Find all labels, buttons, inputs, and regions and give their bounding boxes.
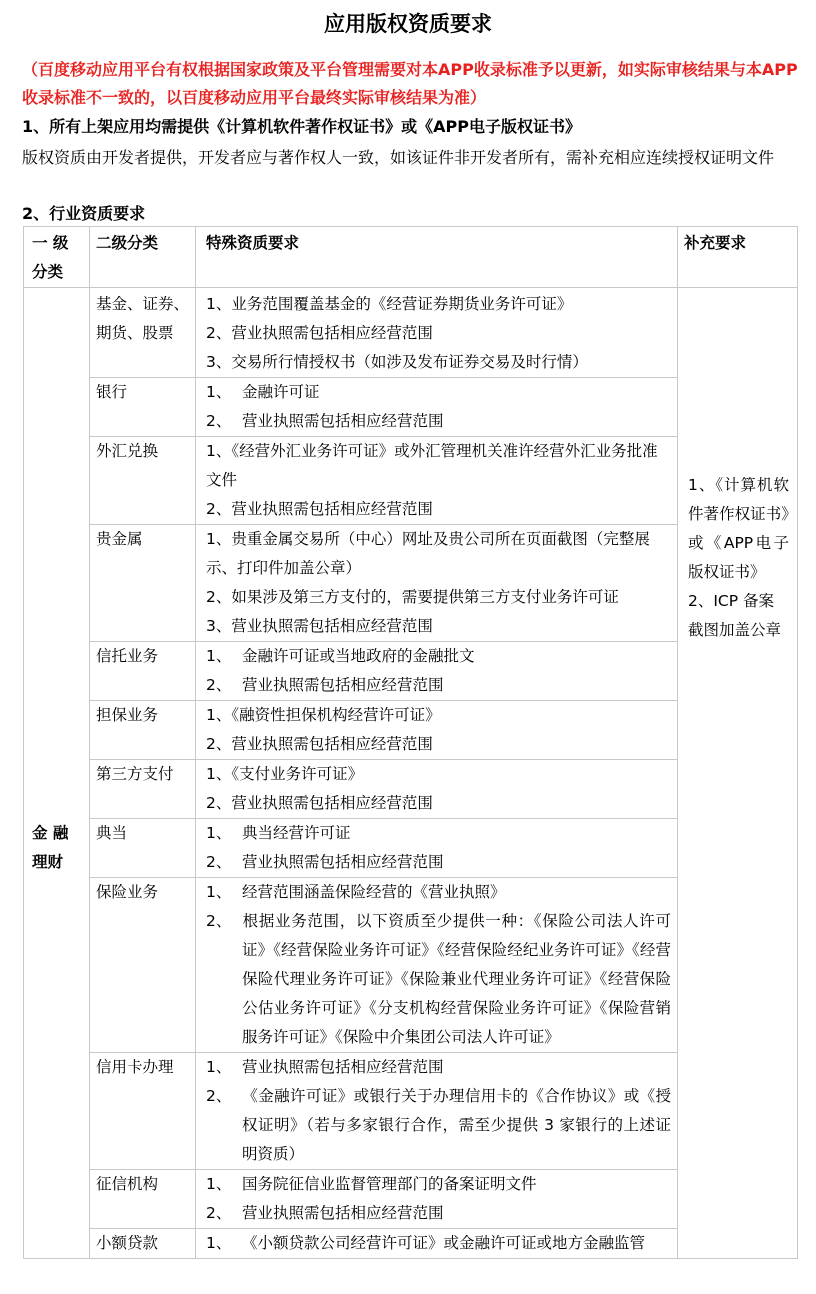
header-level1: 一 级 分类 [24, 227, 90, 288]
section1-body: 版权资质由开发者提供，开发者应与著作权人一致，如该证件非开发者所有，需补充相应连续授权证明文件 [22, 148, 775, 167]
requirements-cell [196, 760, 678, 819]
level2-category: 外汇兑换 [90, 437, 196, 525]
page-title: 应用版权资质要求 [324, 12, 492, 36]
requirement-item: 1、《经营外汇业务许可证》或外汇管理机关准许经营外汇业务批准文件 [206, 442, 658, 489]
requirement-item: 3、交易所行情授权书（如涉及发布证券交易及时行情） [206, 353, 588, 371]
requirements-cell [196, 642, 678, 701]
level2-category: 贵金属 [90, 525, 196, 642]
section2-heading: 2、行业资质要求 [22, 204, 146, 223]
requirements-cell [196, 701, 678, 760]
qualification-table [23, 226, 798, 1259]
header-special: 特殊资质要求 [196, 227, 678, 288]
header-supplement: 补充要求 [678, 227, 798, 288]
requirement-item: 1、 经营范围涵盖保险经营的《营业执照》 [206, 883, 506, 901]
requirement-item: 2、如果涉及第三方支付的，需要提供第三方支付业务许可证 [206, 588, 619, 606]
level2-category: 信托业务 [90, 642, 196, 701]
requirement-item: 3、营业执照需包括相应经营范围 [206, 617, 433, 635]
requirements-cell [196, 525, 678, 642]
section1-heading: 1、所有上架应用均需提供《计算机软件著作权证书》或《APP电子版权证书》 [22, 117, 581, 136]
requirement-item: 2、 营业执照需包括相应经营范围 [206, 676, 444, 694]
level2-category: 小额贷款 [90, 1229, 196, 1259]
requirements-cell [196, 437, 678, 525]
notice-text: （百度移动应用平台有权根据国家政策及平台管理需要对本APP收录标准予以更新，如实际审核结果与本APP收录标准不一致的，以百度移动应用平台最终实际审核结果为准） [22, 60, 798, 107]
requirement-item: 2、营业执照需包括相应经营范围 [206, 794, 433, 812]
requirement-item: 2、 营业执照需包括相应经营范围 [206, 853, 444, 871]
requirement-item: 2、 营业执照需包括相应经营范围 [206, 1204, 444, 1222]
level1-category: 金 融 理财 [24, 288, 90, 1259]
level2-category: 信用卡办理 [90, 1053, 196, 1170]
level2-category: 第三方支付 [90, 760, 196, 819]
level2-category: 征信机构 [90, 1170, 196, 1229]
level2-category: 典当 [90, 819, 196, 878]
requirements-cell [196, 1170, 678, 1229]
supplement-cell [678, 288, 798, 1259]
requirement-item: 2、 《金融许可证》或银行关于办理信用卡的《合作协议》或《授权证明》（若与多家银行合作，需至少提供 3 家银行的上述证明资质） [206, 1087, 671, 1163]
level2-category: 保险业务 [90, 878, 196, 1053]
table-header-row [24, 227, 798, 288]
requirements-cell [196, 1053, 678, 1170]
requirement-item: 1、 金融许可证或当地政府的金融批文 [206, 647, 475, 665]
requirement-item: 1、《支付业务许可证》 [206, 765, 364, 783]
requirement-item: 1、 《小额贷款公司经营许可证》或金融许可证或地方金融监管 [206, 1234, 646, 1252]
supplement-item: 1、《计算机软件著作权证书》或《APP电子版权证书》 [688, 476, 789, 581]
requirement-item: 1、业务范围覆盖基金的《经营证券期货业务许可证》 [206, 295, 573, 313]
requirements-cell [196, 288, 678, 378]
requirement-item: 1、 金融许可证 [206, 383, 320, 401]
requirement-item: 2、营业执照需包括相应经营范围 [206, 735, 433, 753]
requirement-item: 1、贵重金属交易所（中心）网址及贵公司所在页面截图（完整展示、打印件加盖公章） [206, 530, 650, 577]
requirement-item: 2、 根据业务范围，以下资质至少提供一种：《保险公司法人许可证》《经营保险业务许可证》《经营保险经纪业务许可证》《经营保险代理业务许可证》《保险兼业代理业务许可证》《经营保险公估业务许可证》《分支机构经营保险业务许可证》《保险营销服务许可证》《保险中介集团公司法人许可证》 [206, 912, 671, 1046]
level2-category: 银行 [90, 378, 196, 437]
requirement-item: 1、 营业执照需包括相应经营范围 [206, 1058, 444, 1076]
header-level2: 二级分类 [90, 227, 196, 288]
requirements-cell [196, 819, 678, 878]
requirement-item: 1、 国务院征信业监督管理部门的备案证明文件 [206, 1175, 537, 1193]
supplement-item: 2、ICP 备案截图加盖公章 [688, 592, 782, 639]
table-row [24, 288, 798, 378]
requirement-item: 1、《融资性担保机构经营许可证》 [206, 706, 441, 724]
requirement-item: 1、 典当经营许可证 [206, 824, 351, 842]
requirement-item: 2、营业执照需包括相应经营范围 [206, 324, 433, 342]
level2-category: 担保业务 [90, 701, 196, 760]
requirements-cell [196, 1229, 678, 1259]
requirements-cell [196, 878, 678, 1053]
requirement-item: 2、 营业执照需包括相应经营范围 [206, 412, 444, 430]
requirement-item: 2、营业执照需包括相应经营范围 [206, 500, 433, 518]
requirements-cell [196, 378, 678, 437]
level2-category: 基金、证券、期货、股票 [90, 288, 196, 378]
